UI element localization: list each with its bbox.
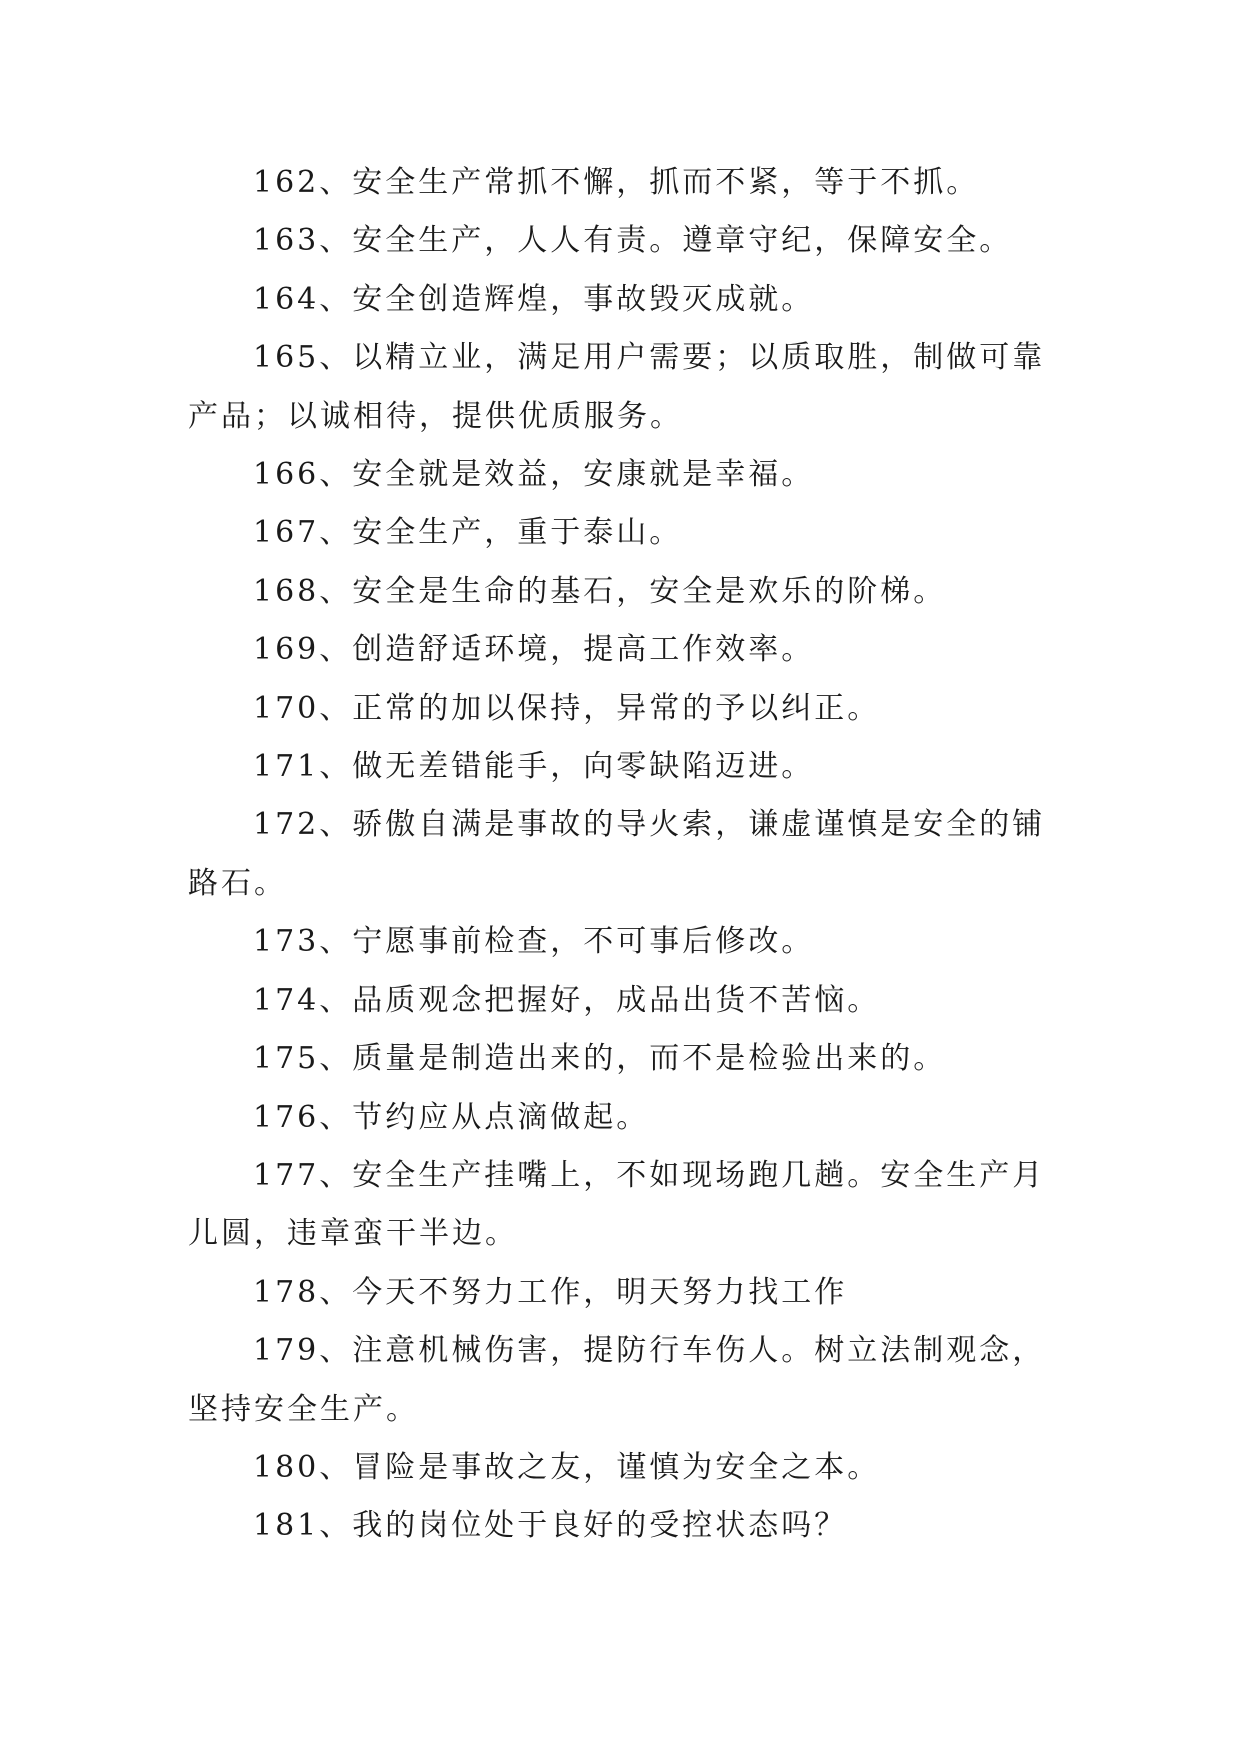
slogan-177: 177、安全生产挂嘴上，不如现场跑几趟。安全生产月儿圆，违章蛮干半边。 bbox=[188, 1157, 1046, 1252]
slogan-166: 166、安全就是效益，安康就是幸福。 bbox=[253, 457, 815, 493]
slogan-180: 180、冒险是事故之友，谨慎为安全之本。 bbox=[253, 1449, 881, 1485]
slogan-164: 164、安全创造辉煌，事故毁灭成就。 bbox=[253, 281, 815, 317]
slogan-170: 170、正常的加以保持，异常的予以纠正。 bbox=[253, 690, 881, 726]
slogan-167: 167、安全生产，重于泰山。 bbox=[253, 515, 683, 551]
slogan-178: 178、今天不努力工作，明天努力找工作 bbox=[253, 1274, 848, 1310]
slogan-175: 175、质量是制造出来的，而不是检验出来的。 bbox=[253, 1041, 947, 1077]
slogan-174: 174、品质观念把握好，成品出货不苦恼。 bbox=[253, 982, 881, 1018]
slogan-179: 179、注意机械伤害，提防行车伤人。树立法制观念，坚持安全生产。 bbox=[188, 1333, 1046, 1427]
slogan-165: 165、以精立业，满足用户需要；以质取胜，制做可靠产品；以诚相待，提供优质服务。 bbox=[188, 340, 1046, 434]
slogan-163: 163、安全生产，人人有责。遵章守纪，保障安全。 bbox=[253, 223, 1013, 259]
slogan-list bbox=[188, 154, 1054, 1556]
slogan-168: 168、安全是生命的基石，安全是欢乐的阶梯。 bbox=[253, 573, 947, 609]
slogan-173: 173、宁愿事前检查，不可事后修改。 bbox=[253, 924, 815, 960]
slogan-162: 162、安全生产常抓不懈，抓而不紧，等于不抓。 bbox=[253, 165, 980, 200]
slogan-181: 181、我的岗位处于良好的受控状态吗？ bbox=[253, 1508, 848, 1544]
slogan-171: 171、做无差错能手，向零缺陷迈进。 bbox=[253, 749, 815, 785]
slogan-176: 176、节约应从点滴做起。 bbox=[253, 1099, 650, 1135]
slogan-169: 169、创造舒适环境，提高工作效率。 bbox=[253, 632, 815, 668]
slogan-172: 172、骄傲自满是事故的导火索，谦虚谨慎是安全的铺路石。 bbox=[188, 807, 1046, 901]
